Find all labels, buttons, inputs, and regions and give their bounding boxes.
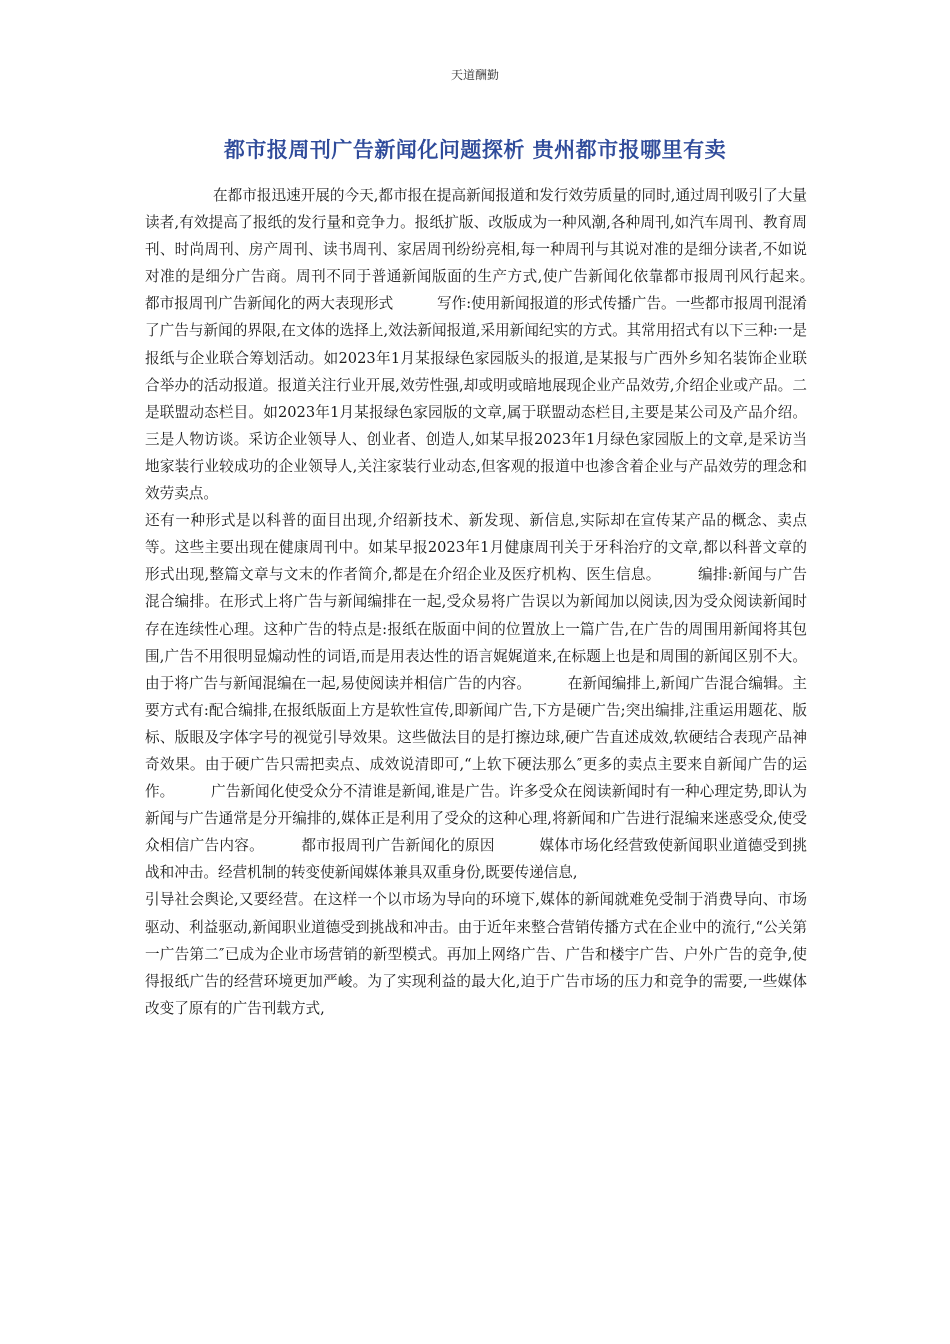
article-paragraph: 还有一种形式是以科普的面目出现,介绍新技术、新发现、新信息,实际却在宣传某产品的概念、卖点等。这些主要出现在健康周刊中。如某早报2023年1月健康周刊关于牙科治疗的文章,都以科普文章的形式出现,整篇文章与文末的作者简介,都是在介绍企业及医疗机构、医生信息。 编排:新闻与广告混合编排。在形式上将广告与新闻编排在一起,受众易将广告误以为新闻加以阅读,因为受众阅读新闻时存在连续性心理。这种广告的特点是:报纸在版面中间的位置放上一篇广告,在广告的周围用新闻将其包围,广告不用很明显煽动性的词语,而是用表达性的语言娓娓道来,在标题上也是和周围的新闻区别不大。由于将广告与新闻混编在一起,易使阅读并相信广告的内容。 在新闻编排上,新闻广告混合编辑。主要方式有:配合编排,在报纸版面上方是软性宣传,即新闻广告,下方是硬广告;突出编排,注重运用题花、版标、版眼及字体字号的视觉引导效果。这些做法目的是打擦边球,硬广告直述成效,软硬结合表现产品神奇效果。由于硬广告只需把卖点、成效说清即可,“上软下硬法那么″更多的卖点主要来自新闻广告的运作。 广告新闻化使受众分不清谁是新闻,谁是广告。许多受众在阅读新闻时有一种心理定势,即认为新闻与广告通常是分开编排的,媒体正是利用了受众的这种心理,将新闻和广告进行混编来迷惑受众,使受众相信广告内容。 都市报周刊广告新闻化的原因 媒体市场化经营致使新闻职业道德受到挑战和冲击。经营机制的转变使新闻媒体兼具双重身份,既要传递信息, (145, 512, 807, 882)
article-title: 都市报周刊广告新闻化问题探析 贵州都市报哪里有卖 (223, 138, 727, 162)
article-paragraph: 引导社会舆论,又要经营。在这样一个以市场为导向的环境下,媒体的新闻就难免受制于消费导向、市场驱动、利益驱动,新闻职业道德受到挑战和冲击。由于近年来整合营销传播方式在企业中的流行,“公关第一广告第二″已成为企业市场营销的新型模式。再加上网络广告、广告和楼宇广告、户外广告的竞争,使得报纸广告的经营环境更加严峻。为了实现利益的最大化,迫于广告市场的压力和竞争的需要,一些媒体改变了原有的广告刊载方式, (145, 891, 807, 1017)
article-body (145, 182, 851, 1022)
article-paragraph: 在都市报迅速开展的今天,都市报在提高新闻报道和发行效劳质量的同时,通过周刊吸引了大量读者,有效提高了报纸的发行量和竞争力。报纸扩版、改版成为一种风潮,各种周刊,如汽车周刊、教育周刊、时尚周刊、房产周刊、读书周刊、家居周刊纷纷亮相,每一种周刊与其说对准的是细分读者,不如说对准的是细分广告商。周刊不同于普通新闻版面的生产方式,使广告新闻化依靠都市报周刊风行起来。 都市报周刊广告新闻化的两大表现形式 写作:使用新闻报道的形式传播广告。一些都市报周刊混淆了广告与新闻的界限,在文体的选择上,效法新闻报道,采用新闻纪实的方式。其常用招式有以下三种:一是报纸与企业联合筹划活动。如2023年1月某报绿色家园版头的报道,是某报与广西外乡知名装饰企业联合举办的活动报道。报道关注行业开展,效劳性强,却或明或暗地展现企业产品效劳,介绍企业或产品。二是联盟动态栏目。如2023年1月某报绿色家园版的文章,属于联盟动态栏目,主要是某公司及产品介绍。三是人物访谈。采访企业领导人、创业者、创造人,如某早报2023年1月绿色家园版上的文章,是采访当地家装行业较成功的企业领导人,关注家装行业动态,但客观的报道中也渗含着企业与产品效劳的理念和效劳卖点。 (145, 187, 851, 503)
page-header: 天道酬勤 (450, 68, 499, 82)
